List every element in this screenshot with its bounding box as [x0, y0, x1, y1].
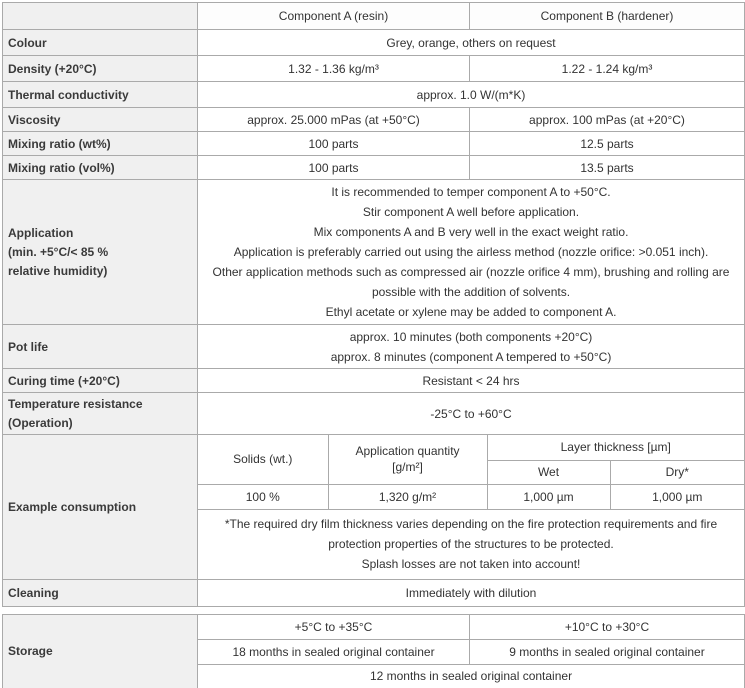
consumption-col-dry: Dry*: [610, 460, 744, 484]
viscosity-label: Viscosity: [3, 108, 198, 132]
thermal-conductivity-label: Thermal conductivity: [3, 82, 198, 108]
temperature-resistance-label-line2: (Operation): [8, 415, 73, 430]
density-value-a: 1.32 - 1.36 kg/m³: [198, 56, 470, 82]
application-instruction-line: Ethyl acetate or xylene may be added to component A.: [325, 305, 617, 319]
header-component-b: Component B (hardener): [470, 3, 745, 30]
consumption-data-row: [198, 484, 744, 509]
row-density: [3, 56, 745, 82]
cleaning-label: Cleaning: [3, 579, 198, 606]
consumption-value-application-quantity: 1,320 g/m²: [328, 484, 487, 509]
consumption-col-application-quantity-line1: Application quantity: [355, 444, 460, 459]
storage-months-a: 18 months in sealed original container: [198, 639, 470, 664]
pot-life-line1: approx. 10 minutes (both components +20°C): [349, 329, 593, 344]
application-label-line3: relative humidity): [8, 263, 108, 278]
header-row: [3, 3, 745, 30]
consumption-col-wet: Wet: [487, 460, 610, 484]
row-application: [3, 180, 745, 325]
consumption-footnote-line2: Splash losses are not taken into account!: [361, 557, 581, 571]
mixing-ratio-wt-value-b: 12.5 parts: [470, 132, 745, 156]
storage-label: Storage: [3, 614, 198, 688]
row-pot-life: [3, 325, 745, 369]
temperature-resistance-label: [3, 393, 198, 435]
application-instruction-line: Stir component A well before application.: [362, 205, 580, 219]
consumption-table: [198, 435, 744, 510]
application-instruction-line: Other application methods such as compressed air (nozzle orifice 4 mm), brushing and rolling are possible with the addition of solvents.: [212, 265, 730, 299]
density-value-b: 1.22 - 1.24 kg/m³: [470, 56, 745, 82]
application-label-line2: (min. +5°C/< 85 %: [8, 244, 109, 259]
storage-temp-b: +10°C to +30°C: [470, 614, 745, 639]
curing-time-label: Curing time (+20°C): [3, 369, 198, 393]
row-curing-time: [3, 369, 745, 393]
header-empty-cell: [3, 3, 198, 30]
viscosity-value-a: approx. 25.000 mPas (at +50°C): [198, 108, 470, 132]
row-mixing-ratio-wt: [3, 132, 745, 156]
consumption-value-wet: 1,000 µm: [487, 484, 610, 509]
mixing-ratio-wt-value-a: 100 parts: [198, 132, 470, 156]
mixing-ratio-vol-label: Mixing ratio (vol%): [3, 156, 198, 180]
consumption-footnote: [198, 510, 744, 579]
consumption-col-application-quantity: [328, 435, 487, 484]
thermal-conductivity-value: approx. 1.0 W/(m*K): [198, 82, 745, 108]
curing-time-value: Resistant < 24 hrs: [198, 369, 745, 393]
cleaning-value: Immediately with dilution: [198, 579, 745, 606]
header-component-a: Component A (resin): [198, 3, 470, 30]
colour-label: Colour: [3, 30, 198, 56]
application-label: [3, 180, 198, 325]
density-label: Density (+20°C): [3, 56, 198, 82]
row-mixing-ratio-vol: [3, 156, 745, 180]
temperature-resistance-label-line1: Temperature resistance: [8, 396, 143, 411]
storage-table: [2, 614, 745, 688]
mixing-ratio-vol-value-a: 100 parts: [198, 156, 470, 180]
example-consumption-content: [198, 435, 745, 580]
pot-life-line2: approx. 8 minutes (component A tempered to +50°C): [330, 349, 612, 364]
storage-temp-row: [3, 614, 745, 639]
row-temperature-resistance: [3, 393, 745, 435]
consumption-value-dry: 1,000 µm: [610, 484, 744, 509]
pot-life-value: [198, 325, 745, 369]
pot-life-label: Pot life: [3, 325, 198, 369]
storage-temp-a: +5°C to +35°C: [198, 614, 470, 639]
application-instruction-line: Mix components A and B very well in the exact weight ratio.: [313, 225, 629, 239]
table-separator-gap: [2, 607, 744, 614]
colour-value: Grey, orange, others on request: [198, 30, 745, 56]
row-example-consumption: [3, 435, 745, 580]
datasheet-table: [2, 2, 745, 607]
application-instruction-line: It is recommended to temper component A to +50°C.: [331, 185, 611, 199]
consumption-col-layer-thickness: Layer thickness [µm]: [487, 435, 744, 460]
mixing-ratio-vol-value-b: 13.5 parts: [470, 156, 745, 180]
consumption-col-solids: Solids (wt.): [198, 435, 328, 484]
row-thermal-conductivity: [3, 82, 745, 108]
row-colour: [3, 30, 745, 56]
viscosity-value-b: approx. 100 mPas (at +20°C): [470, 108, 745, 132]
example-consumption-label: Example consumption: [3, 435, 198, 580]
application-label-line1: Application: [8, 225, 74, 240]
row-viscosity: [3, 108, 745, 132]
temperature-resistance-value: -25°C to +60°C: [198, 393, 745, 435]
consumption-col-application-quantity-line2: [g/m²]: [392, 460, 423, 475]
consumption-footnote-line1: *The required dry film thickness varies depending on the fire protection requirements and fire protection properties of the structures to be protected.: [224, 517, 718, 551]
storage-months-both: 12 months in sealed original container: [198, 664, 745, 688]
storage-months-b: 9 months in sealed original container: [470, 639, 745, 664]
row-cleaning: [3, 579, 745, 606]
consumption-header-row1: [198, 435, 744, 460]
application-instructions: [198, 180, 745, 325]
consumption-value-solids: 100 %: [198, 484, 328, 509]
application-instruction-line: Application is preferably carried out using the airless method (nozzle orifice: >0.051 inch).: [233, 245, 709, 259]
mixing-ratio-wt-label: Mixing ratio (wt%): [3, 132, 198, 156]
